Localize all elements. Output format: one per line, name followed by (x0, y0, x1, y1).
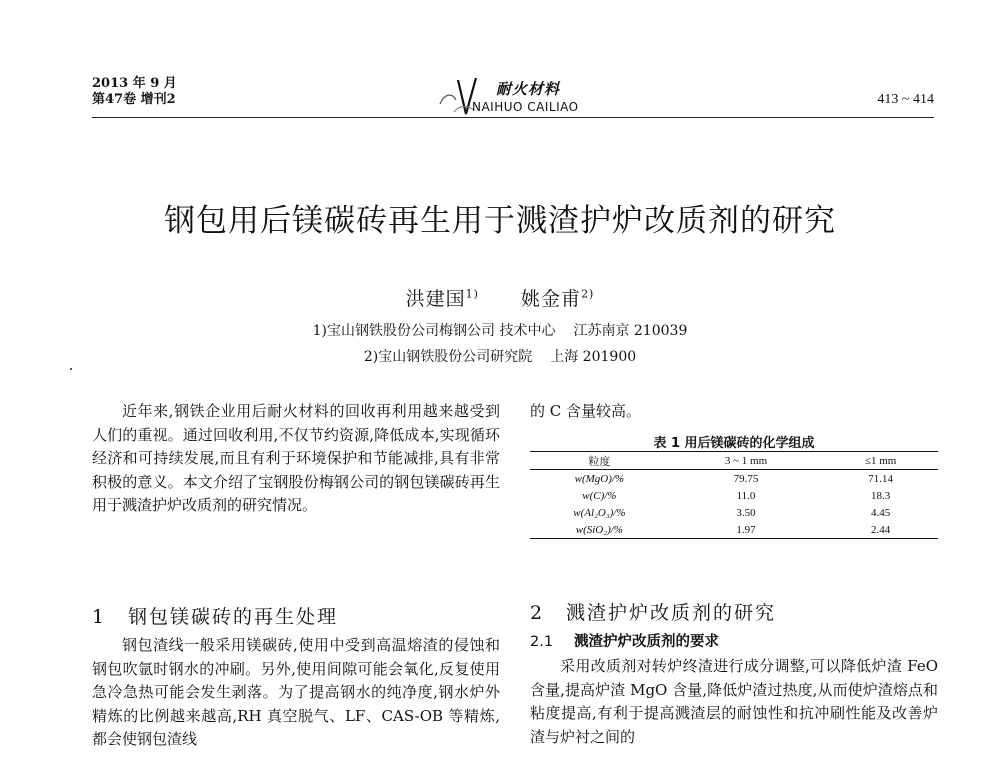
author-mark: 2) (581, 287, 595, 301)
table-row-label: w(SiO₂)/% (575, 523, 623, 536)
table-cell: 2.44 (871, 523, 891, 536)
intro-paragraph: 近年来,钢铁企业用后耐火材料的回收再利用越来越受到人们的重视。通过回收利用,不仅节约资源,降低成本,实现循环经济和可持续发展,而且有利于环境保护和节能减排,具有非常积极的意义。本文介绍了宝钢股份梅钢公司的钢包镁碳砖再生用于溅渣护炉改质剂的研究情况。 (92, 402, 500, 514)
table-row (530, 487, 938, 504)
table-row-label: w(C)/% (582, 489, 617, 502)
affiliation-location: 江苏南京 210039 (573, 323, 688, 339)
table-header-row (530, 452, 938, 470)
journal-logo (436, 72, 596, 120)
section-1-heading (92, 602, 500, 629)
table-cell: 18.3 (871, 489, 891, 502)
table-cell: 4.45 (871, 506, 891, 519)
affiliation-text: 宝山钢铁股份公司研究院 (378, 349, 533, 365)
table-cell: 79.75 (733, 472, 759, 485)
page-range: 413 ~ 414 (877, 92, 934, 107)
section-title: 溅渣护炉改质剂的研究 (566, 602, 777, 624)
table-row (530, 504, 938, 521)
affiliation-mark: 1) (312, 323, 327, 339)
section-title: 钢包镁碳砖的再生处理 (128, 606, 339, 628)
section-number: 1 (92, 606, 107, 628)
section-number: 2 (530, 602, 545, 624)
issue-volume: 第47卷 增刊2 (92, 92, 176, 107)
table-cell: 71.14 (868, 472, 894, 485)
table-cell: 3.50 (736, 506, 756, 519)
table-caption: 表 1 用后镁碳砖的化学组成 (653, 436, 815, 451)
continued-text: 的 C 含量较高。 (530, 402, 642, 420)
table-row (530, 470, 938, 488)
issue-date: 2013 年 9 月 (92, 76, 177, 91)
table-cell: 11.0 (736, 489, 756, 502)
chemical-composition-table (530, 451, 938, 539)
affiliation-2 (0, 346, 1000, 366)
journal-name-cn: 耐火材料 (496, 80, 561, 98)
section-2-heading (530, 598, 938, 625)
section-1-body: 钢包渣线一般采用镁碳砖,使用中受到高温熔渣的侵蚀和钢包吹氩时钢水的冲刷。另外,使用间隙可能会氧化,反复使用急冷急热可能会发生剥落。为了提高钢水的纯净度,钢水炉外精炼的比例越来越高,RH 真空脱气、LF、CAS-OB 等精炼,都会使钢包渣线 (92, 636, 500, 748)
table-header-cell: 粒度 (588, 455, 611, 468)
affiliation-1 (0, 320, 1000, 340)
author-mark: 1) (465, 287, 479, 301)
table-header-cell: 3 ~ 1 mm (724, 454, 768, 467)
subsection-title: 溅渣护炉改质剂的要求 (574, 634, 719, 650)
affiliation-mark: 2) (363, 349, 379, 365)
author-name: 洪建国 (405, 288, 466, 310)
affiliation-location: 上海 201900 (550, 349, 637, 365)
header-divider (92, 117, 934, 118)
author-name: 姚金甫 (521, 288, 582, 310)
journal-name-en: NAIHUO CAILIAO (472, 100, 579, 114)
table-row-label: w(Al₂O₃)/% (573, 506, 626, 519)
table-row (530, 521, 938, 539)
affiliation-text: 宝山钢铁股份公司梅钢公司 技术中心 (327, 323, 556, 339)
scan-speck (70, 368, 72, 370)
journal-issue-info (92, 76, 177, 108)
subsection-number: 2.1 (530, 634, 554, 650)
article-title: 钢包用后镁碳砖再生用于溅渣护炉改质剂的研究 (164, 203, 836, 239)
table-header-cell: ≤1 mm (864, 454, 897, 467)
author-line (0, 284, 1000, 311)
table-row-label: w(MgO)/% (574, 472, 625, 485)
subsection-2-1-heading (530, 630, 938, 651)
table-cell: 1.97 (736, 523, 756, 536)
section-2-body: 采用改质剂对转炉终渣进行成分调整,可以降低炉渣 FeO 含量,提高炉渣 MgO 含量,降低炉渣过热度,从而使炉渣熔点和粘度提高,有利于提高溅渣层的耐蚀性和抗冲刷性能及改善炉渣与炉衬之间的 (530, 657, 938, 746)
